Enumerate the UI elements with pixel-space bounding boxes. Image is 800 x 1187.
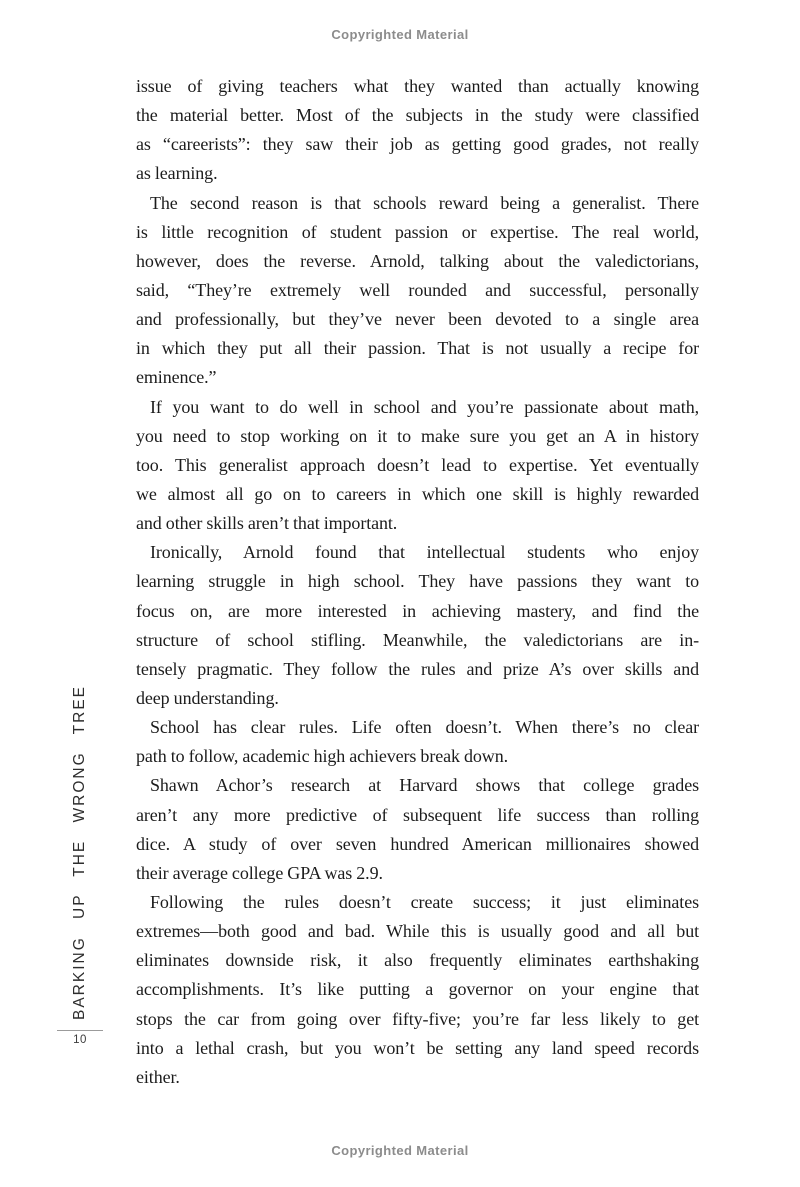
text-line: you need to stop working on it to make sure you get an A in history xyxy=(136,425,699,446)
text-line: issue of giving teachers what they wanted than actually knowing xyxy=(136,76,699,96)
text-line: however, does the reverse. Arnold, talking about the valedictorians, xyxy=(136,250,699,271)
text-line: tensely pragmatic. They follow the rules and prize A’s over skills and xyxy=(136,658,699,679)
text-line: Ironically, Arnold found that intellectual students who enjoy xyxy=(150,542,699,563)
text-line: focus on, are more interested in achieving mastery, and find the xyxy=(136,600,699,621)
page-number-rule xyxy=(57,1030,103,1031)
page-number: 10 xyxy=(73,1034,87,1046)
text-line: we almost all go on to careers in which one skill is highly rewarded xyxy=(136,483,699,504)
text-line: If you want to do well in school and you’re passionate about math, xyxy=(150,396,699,417)
text-line: their average college GPA was 2.9. xyxy=(136,862,383,883)
paragraph xyxy=(136,189,699,393)
text-line: path to follow, academic high achievers break down. xyxy=(136,746,508,767)
text-line: Shawn Achor’s research at Harvard shows that college grades xyxy=(150,775,699,796)
text-line: either. xyxy=(136,1066,180,1087)
text-line: said, “They’re extremely well rounded and successful, personally xyxy=(136,279,699,300)
text-line: dice. A study of over seven hundred American millionaires showed xyxy=(136,833,699,854)
text-line: and other skills aren’t that important. xyxy=(136,513,398,534)
text-line: extremes—both good and bad. While this is usually good and all but xyxy=(136,921,699,942)
text-line: The second reason is that schools reward being a generalist. There xyxy=(150,192,699,213)
text-line: deep understanding. xyxy=(136,687,279,708)
text-line: and professionally, but they’ve never been devoted to a single area xyxy=(136,309,699,330)
text-line: aren’t any more predictive of subsequent life success than rolling xyxy=(136,804,699,825)
text-line: Following the rules doesn’t create success; it just eliminates xyxy=(150,891,699,912)
paragraph xyxy=(136,771,699,888)
paragraph xyxy=(136,888,699,1092)
text-line: eminence.” xyxy=(136,367,217,388)
text-line: as learning. xyxy=(136,163,218,184)
copyright-notice-top: Copyrighted Material xyxy=(331,27,469,42)
text-line: into a lethal crash, but you won’t be setting any land speed records xyxy=(136,1037,699,1058)
text-line: accomplishments. It’s like putting a governor on your engine that xyxy=(136,979,699,1000)
margin-book-title: BARKING UP THE WRONG TREE xyxy=(71,685,88,1020)
text-line: learning struggle in high school. They have passions they want to xyxy=(136,571,699,592)
text-line: the material better. Most of the subjects in the study were classified xyxy=(136,105,699,126)
text-line: as “careerists”: they saw their job as getting good grades, not really xyxy=(136,134,699,155)
copyright-notice-bottom: Copyrighted Material xyxy=(331,1143,469,1158)
text-line: School has clear rules. Life often doesn’t. When there’s no clear xyxy=(150,717,699,738)
paragraph xyxy=(136,538,699,713)
text-line: too. This generalist approach doesn’t lead to expertise. Yet eventually xyxy=(136,454,699,475)
text-line: in which they put all their passion. That is not usually a recipe for xyxy=(136,338,699,359)
paragraph xyxy=(136,393,699,539)
paragraph xyxy=(136,713,699,771)
body-text-column xyxy=(136,72,699,1092)
paragraph xyxy=(136,72,699,189)
text-line: structure of school stifling. Meanwhile, the valedictorians are in- xyxy=(136,629,699,650)
text-line: eliminates downside risk, it also frequently eliminates earthshaking xyxy=(136,950,699,971)
text-line: is little recognition of student passion or expertise. The real world, xyxy=(136,221,699,242)
text-line: stops the car from going over fifty-five; you’re far less likely to get xyxy=(136,1008,699,1029)
